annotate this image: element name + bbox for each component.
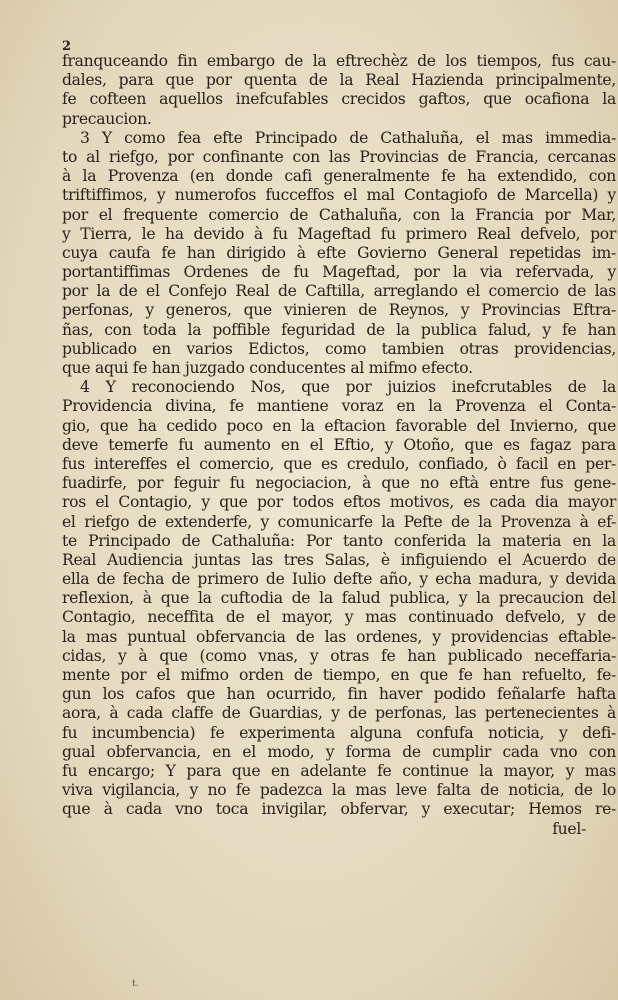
text-line: Providencia divina, fe mantiene voraz en la Provenza el Conta-: [62, 397, 616, 416]
text-line: que à cada vno toca invigilar, obfervar, y executar; Hemos re-: [62, 800, 616, 819]
text-line: 3 Y como fea efte Principado de Cathaluña, el mas immedia-: [80, 128, 616, 147]
text-line: te Principado de Cathaluña: Por tanto conferida la materia en la: [62, 531, 616, 550]
text-line: cuya caufa fe han dirigido à efte Govierno General repetidas im-: [62, 243, 616, 262]
body-text: [62, 52, 616, 839]
text-line: publicado en varios Edictos, como tambien otras providencias,: [62, 339, 616, 358]
text-line: el riefgo de extenderfe, y comunicarfe la Pefte de la Provenza à ef-: [62, 512, 616, 531]
text-line: por la de el Confejo Real de Caftilla, arreglando el comercio de las: [62, 282, 616, 301]
text-line: mente por el mifmo orden de tiempo, en que fe han refuelto, fe-: [62, 666, 616, 684]
footer-mark: t.: [132, 979, 139, 989]
text-line: que aqui fe han juzgado conducentes al mifmo efecto.: [62, 359, 473, 377]
text-line: franquceando fin embargo de la eftrechèz de los tiempos, fus cau-: [62, 52, 616, 70]
text-line: fu encargo; Y para que en adelante fe continue la mayor, y mas: [62, 761, 616, 780]
text-line: ñas, con toda la poffible feguridad de la publica falud, y fe han: [62, 320, 616, 339]
text-line: precaucion.: [62, 109, 152, 128]
text-line: aora, à cada claffe de Guardias, y de perfonas, las pertenecientes à: [62, 704, 616, 723]
text-line: à la Provenza (en donde cafi generalmente fe ha extendido, con: [62, 167, 616, 186]
text-line: Contagio, neceffita de el mayor, y mas continuado defvelo, y de: [62, 608, 616, 627]
text-line: gun los cafos que han ocurrido, fin haver podido feñalarfe hafta: [62, 685, 616, 704]
text-line: portantiffimas Ordenes de fu Mageftad, por la via refervada, y: [62, 263, 616, 282]
text-line: por el frequente comercio de Cathaluña, con la Francia por Mar,: [62, 205, 616, 224]
text-line: fuadirfe, por feguir fu negociacion, à que no eftà entre fus gene-: [62, 474, 616, 493]
text-line: deve temerfe fu aumento en el Eftio, y Otoño, que es fagaz para: [62, 435, 616, 454]
text-line: to al riefgo, por confinante con las Provincias de Francia, cercanas: [62, 147, 616, 166]
text-line: 4 Y reconociendo Nos, que por juizios inefcrutables de la: [80, 378, 616, 397]
text-line: fu incumbencia) fe experimenta alguna confufa noticia, y defi-: [62, 723, 616, 742]
text-line: gual obfervancia, en el modo, y forma de cumplir cada vno con: [62, 742, 616, 761]
text-line: triftiffimos, y numerofos fucceffos el mal Contagiofo de Marcella) y: [62, 186, 616, 205]
text-line: reflexion, à que la cuftodia de la falud publica, y la precaucion del: [62, 589, 616, 608]
text-line: fus intereffes el comercio, que es credulo, confiado, ò facil en per-: [62, 454, 616, 473]
text-line: la mas puntual obfervancia de las ordenes, y providencias eftable-: [62, 627, 616, 646]
text-line: fe cofteen aquellos inefcufables crecidos gaftos, que ocafiona la: [62, 90, 616, 109]
text-line: perfonas, y generos, que vinieren de Reynos, y Provincias Eftra-: [62, 301, 616, 320]
page-number: 2: [62, 39, 72, 54]
text-line: ros el Contagio, y que por todos eftos motivos, es cada dia mayor: [62, 493, 616, 512]
text-line: dales, para que por quenta de la Real Hazienda principalmente,: [62, 71, 616, 90]
text-line: fuel-: [552, 819, 586, 838]
text-line: cidas, y à que (como vnas, y otras fe han publicado neceffaria-: [62, 646, 616, 665]
text-line: gio, que ha cedido poco en la eftacion favorable del Invierno, que: [62, 416, 616, 435]
text-line: Real Audiencia juntas las tres Salas, è infiguiendo el Acuerdo de: [62, 550, 616, 569]
text-line: viva vigilancia, y no fe padezca la mas leve falta de noticia, de lo: [62, 781, 616, 800]
text-line: ella de fecha de primero de Iulio defte año, y echa madura, y devida: [62, 570, 616, 589]
text-line: y Tierra, le ha devido à fu Mageftad fu primero Real defvelo, por: [62, 224, 616, 243]
